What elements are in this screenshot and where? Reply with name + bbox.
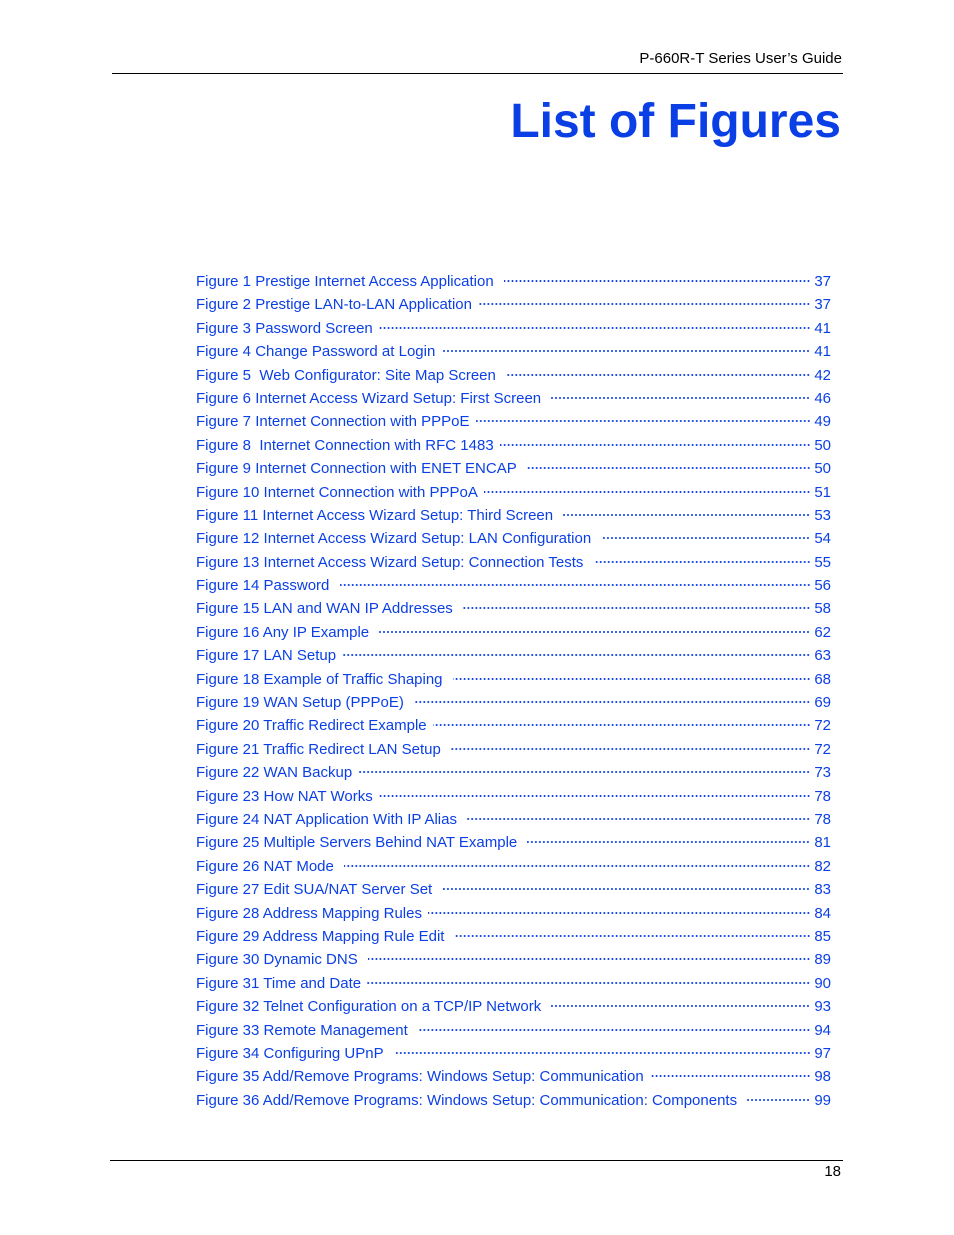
dot-leader <box>379 326 811 330</box>
toc-entry-page[interactable]: 37 <box>814 296 831 314</box>
toc-entry-page[interactable]: 37 <box>814 273 831 290</box>
toc-entry-label[interactable]: Figure 16 Any IP Example <box>196 623 374 641</box>
toc-entry-label[interactable]: Figure 12 Internet Access Wizard Setup: LAN Configuration <box>196 530 596 548</box>
toc-entry-page[interactable]: 72 <box>814 740 831 758</box>
toc-entry-page[interactable]: 41 <box>814 343 831 361</box>
toc-entry[interactable] <box>196 624 831 647</box>
toc-entry-label[interactable]: Figure 21 Traffic Redirect LAN Setup <box>196 740 446 758</box>
dot-leader <box>358 770 810 774</box>
toc-entry[interactable] <box>196 343 831 366</box>
dot-leader <box>563 513 810 517</box>
toc-entry-page[interactable]: 99 <box>814 1091 831 1109</box>
toc-entry[interactable] <box>196 460 831 483</box>
toc-entry-label[interactable]: Figure 6 Internet Access Wizard Setup: First Screen <box>196 389 546 407</box>
dot-leader <box>344 864 810 868</box>
dot-leader <box>594 560 811 564</box>
page-number: 18 <box>824 1163 841 1180</box>
toc-entry-label[interactable]: Figure 27 Edit SUA/NAT Server Set <box>196 881 437 899</box>
toc-entry-label[interactable]: Figure 36 Add/Remove Programs: Windows Setup: Communication: Components <box>196 1091 742 1109</box>
dot-leader <box>453 677 811 681</box>
toc-entry[interactable] <box>196 1068 831 1091</box>
dot-leader <box>463 606 810 610</box>
dot-leader <box>650 1074 811 1078</box>
toc-entry[interactable] <box>196 600 831 623</box>
guide-title: P-660R-T Series User’s Guide <box>639 50 842 67</box>
toc-entry[interactable] <box>196 530 831 553</box>
toc-entry-label[interactable]: Figure 24 NAT Application With IP Alias <box>196 810 462 828</box>
toc-entry-page[interactable]: 42 <box>814 366 831 384</box>
toc-entry[interactable] <box>196 811 831 834</box>
toc-entry-label[interactable]: Figure 14 Password <box>196 577 334 595</box>
dot-leader <box>467 817 810 821</box>
dot-leader <box>342 653 810 657</box>
dot-leader <box>368 957 810 961</box>
toc-entry-page[interactable]: 73 <box>814 764 831 782</box>
toc-entry-page[interactable]: 50 <box>814 460 831 478</box>
toc-entry-label[interactable]: Figure 26 NAT Mode <box>196 857 339 875</box>
toc-entry[interactable] <box>196 764 831 787</box>
dot-leader <box>500 443 811 447</box>
dot-leader <box>379 630 810 634</box>
toc-entry-label[interactable]: Figure 3 Password Screen <box>196 319 373 337</box>
toc-entry-page[interactable]: 85 <box>814 927 831 945</box>
toc-entry-page[interactable]: 56 <box>814 577 831 595</box>
toc-entry-label[interactable]: Figure 8 Internet Connection with RFC 1483 <box>196 436 494 454</box>
toc-entry-page[interactable]: 62 <box>814 623 831 641</box>
toc-entry[interactable] <box>196 881 831 904</box>
toc-entry[interactable] <box>196 717 831 740</box>
toc-entry[interactable] <box>196 484 831 507</box>
toc-entry[interactable] <box>196 1022 831 1045</box>
toc-entry[interactable] <box>196 554 831 577</box>
toc-entry-label[interactable]: Figure 19 WAN Setup (PPPoE) <box>196 694 409 712</box>
dot-leader <box>428 911 810 915</box>
toc-entry-label[interactable]: Figure 34 Configuring UPnP <box>196 1044 388 1062</box>
toc-entry-page[interactable]: 63 <box>814 647 831 665</box>
toc-entry-page[interactable]: 90 <box>814 974 831 992</box>
toc-entry-label[interactable]: Figure 1 Prestige Internet Access Application <box>196 273 498 290</box>
toc-entry-label[interactable]: Figure 13 Internet Access Wizard Setup: Connection Tests <box>196 553 588 571</box>
toc-entry-page[interactable]: 78 <box>814 787 831 805</box>
toc-entry-label[interactable]: Figure 15 LAN and WAN IP Addresses <box>196 600 457 618</box>
toc-entry[interactable] <box>196 296 831 319</box>
dot-leader <box>506 373 810 377</box>
toc-entry-page[interactable]: 58 <box>814 600 831 618</box>
dot-leader <box>747 1098 810 1102</box>
dot-leader <box>367 981 810 985</box>
footer-divider <box>110 1160 843 1161</box>
dot-leader <box>451 747 810 751</box>
toc-entry[interactable] <box>196 741 831 764</box>
toc-entry-page[interactable]: 55 <box>814 553 831 571</box>
toc-entry-page[interactable]: 82 <box>814 857 831 875</box>
toc-entry-label[interactable]: Figure 32 Telnet Configuration on a TCP/IP Network <box>196 998 546 1016</box>
toc-entry-page[interactable]: 94 <box>814 1021 831 1039</box>
toc-entry-label[interactable]: Figure 4 Change Password at Login <box>196 343 436 361</box>
toc-entry[interactable] <box>196 507 831 530</box>
dot-leader <box>484 490 810 494</box>
toc-entry[interactable] <box>196 437 831 460</box>
toc-entry-page[interactable]: 89 <box>814 951 831 969</box>
toc-entry-label[interactable]: Figure 5 Web Configurator: Site Map Screen <box>196 366 501 384</box>
dot-leader <box>551 396 810 400</box>
toc-entry-page[interactable]: 50 <box>814 436 831 454</box>
dot-leader <box>442 887 810 891</box>
toc-entry[interactable] <box>196 647 831 670</box>
dot-leader <box>504 279 810 283</box>
dot-leader <box>527 840 810 844</box>
toc-entry[interactable] <box>196 413 831 436</box>
list-of-figures <box>196 273 831 1115</box>
dot-leader <box>601 536 810 540</box>
toc-entry-page[interactable]: 72 <box>814 717 831 735</box>
toc-entry-label[interactable]: Figure 23 How NAT Works <box>196 787 373 805</box>
header-divider <box>112 73 843 74</box>
page-title: List of Figures <box>510 95 841 148</box>
dot-leader <box>455 934 811 938</box>
toc-entry-label[interactable]: Figure 17 LAN Setup <box>196 647 337 665</box>
toc-entry-label[interactable]: Figure 22 WAN Backup <box>196 764 353 782</box>
toc-entry[interactable] <box>196 273 831 296</box>
toc-entry-label[interactable]: Figure 2 Prestige LAN-to-LAN Application <box>196 296 472 314</box>
dot-leader <box>551 1004 810 1008</box>
toc-entry-label[interactable]: Figure 9 Internet Connection with ENET ENCAP <box>196 460 521 478</box>
dot-leader <box>418 1028 810 1032</box>
dot-leader <box>433 723 811 727</box>
toc-entry[interactable] <box>196 1045 831 1068</box>
dot-leader <box>340 583 811 587</box>
toc-entry[interactable] <box>196 390 831 413</box>
toc-entry[interactable] <box>196 951 831 974</box>
toc-entry[interactable] <box>196 928 831 951</box>
dot-leader <box>441 349 810 353</box>
toc-entry[interactable] <box>196 834 831 857</box>
toc-entry-label[interactable]: Figure 7 Internet Connection with PPPoE <box>196 413 470 431</box>
dot-leader <box>476 419 811 423</box>
dot-leader <box>394 1051 811 1055</box>
toc-entry-page[interactable]: 68 <box>814 670 831 688</box>
toc-entry-label[interactable]: Figure 29 Address Mapping Rule Edit <box>196 927 449 945</box>
toc-entry-label[interactable]: Figure 11 Internet Access Wizard Setup: Third Screen <box>196 506 558 524</box>
toc-entry[interactable] <box>196 858 831 881</box>
toc-entry-label[interactable]: Figure 30 Dynamic DNS <box>196 951 362 969</box>
toc-entry-page[interactable]: 49 <box>814 413 831 431</box>
toc-entry-page[interactable]: 53 <box>814 506 831 524</box>
toc-entry-label[interactable]: Figure 20 Traffic Redirect Example <box>196 717 427 735</box>
dot-leader <box>414 700 810 704</box>
toc-entry-page[interactable]: 69 <box>814 694 831 712</box>
toc-entry-label[interactable]: Figure 10 Internet Connection with PPPoA <box>196 483 478 501</box>
toc-entry-page[interactable]: 83 <box>814 881 831 899</box>
toc-entry-page[interactable]: 93 <box>814 998 831 1016</box>
toc-entry[interactable] <box>196 320 831 343</box>
toc-entry-page[interactable]: 78 <box>814 810 831 828</box>
toc-entry-page[interactable]: 97 <box>814 1044 831 1062</box>
toc-entry[interactable] <box>196 694 831 717</box>
toc-entry-page[interactable]: 41 <box>814 319 831 337</box>
toc-entry-label[interactable]: Figure 18 Example of Traffic Shaping <box>196 670 447 688</box>
toc-entry[interactable] <box>196 788 831 811</box>
dot-leader <box>379 794 811 798</box>
toc-entry[interactable] <box>196 367 831 390</box>
toc-entry-label[interactable]: Figure 35 Add/Remove Programs: Windows Setup: Communication <box>196 1068 644 1086</box>
toc-entry-page[interactable]: 54 <box>814 530 831 548</box>
toc-entry[interactable] <box>196 975 831 998</box>
dot-leader <box>478 302 810 306</box>
toc-entry-label[interactable]: Figure 31 Time and Date <box>196 974 362 992</box>
toc-entry-label[interactable]: Figure 25 Multiple Servers Behind NAT Example <box>196 834 522 852</box>
toc-entry-page[interactable]: 51 <box>814 483 831 501</box>
toc-entry[interactable] <box>196 577 831 600</box>
toc-entry[interactable] <box>196 905 831 928</box>
toc-entry-page[interactable]: 84 <box>814 904 831 922</box>
toc-entry-page[interactable]: 98 <box>814 1068 831 1086</box>
toc-entry-page[interactable]: 81 <box>814 834 831 852</box>
dot-leader <box>527 466 811 470</box>
toc-entry-label[interactable]: Figure 33 Remote Management <box>196 1021 412 1039</box>
toc-entry-page[interactable]: 46 <box>814 389 831 407</box>
toc-entry[interactable] <box>196 671 831 694</box>
toc-entry[interactable] <box>196 998 831 1021</box>
toc-entry-label[interactable]: Figure 28 Address Mapping Rules <box>196 904 422 922</box>
toc-entry[interactable] <box>196 1092 831 1115</box>
